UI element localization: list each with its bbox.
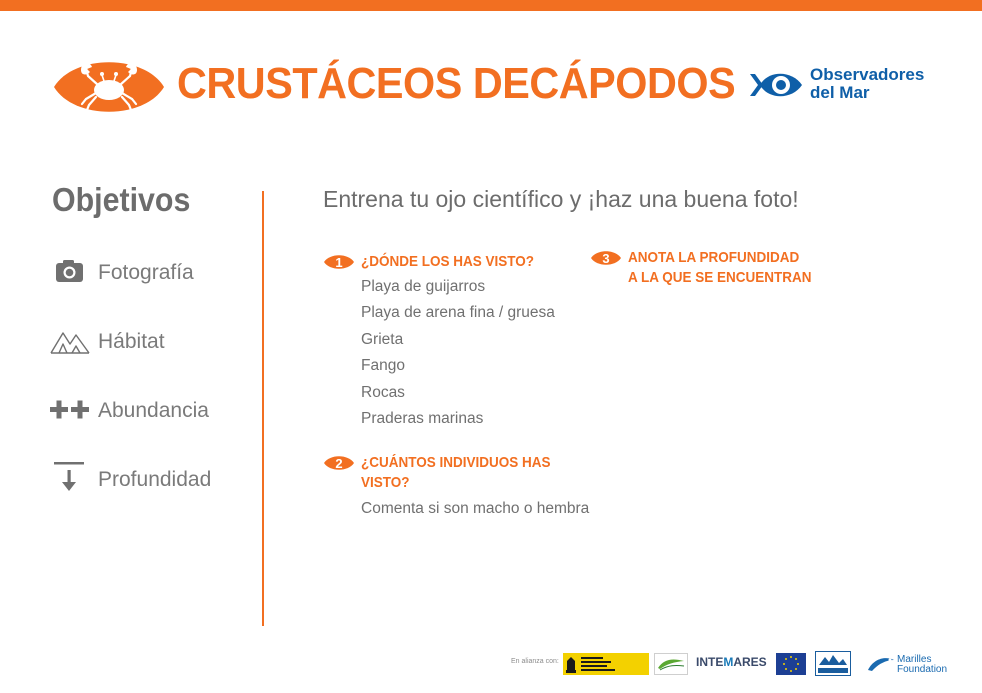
step-3-badge-icon: [591, 248, 621, 268]
mountain-icon: [48, 323, 92, 359]
step-1-badge-icon: [324, 252, 354, 272]
step-1-heading: ¿DÓNDE LOS HAS VISTO?: [361, 253, 535, 270]
list-item: Fango: [361, 357, 405, 375]
step-3-heading-line2: A LA QUE SE ENCUENTRAN: [628, 269, 812, 286]
page-title: CRUSTÁCEOS DECÁPODOS: [177, 59, 736, 108]
step-2-heading-line2: VISTO?: [361, 474, 410, 491]
ministerio-logo: [563, 653, 649, 675]
step-2-text: Comenta si son macho o hembra: [361, 500, 590, 517]
list-item: Playa de arena fina / gruesa: [361, 304, 555, 322]
location-options-list: [361, 277, 555, 435]
objective-label: Abundancia: [98, 399, 209, 422]
brand-name-line1: Observadores: [810, 65, 925, 84]
marilles-line2: Foundation: [897, 664, 948, 675]
list-item: Praderas marinas: [361, 409, 484, 427]
list-item: Playa de guijarros: [361, 278, 486, 295]
partners-label: En alianza con:: [511, 658, 559, 665]
natura-2000-logo: [815, 651, 851, 676]
fundacion-biodiversidad-logo: [654, 653, 688, 675]
intemares-part3: ARES: [733, 655, 767, 669]
camera-icon: [48, 254, 92, 290]
marilles-foundation-logo: [897, 655, 947, 675]
step-2-heading-line1: ¿CUÁNTOS INDIVIDUOS HAS: [361, 454, 551, 471]
objective-item-habitat: [48, 323, 248, 359]
objective-item-abundancia: [48, 392, 248, 428]
objective-label: Fotografía: [98, 261, 194, 284]
top-accent-bar: [0, 0, 982, 11]
objective-item-profundidad: [48, 461, 248, 497]
step-2-number: 2: [335, 456, 343, 471]
step-1-number: 1: [335, 255, 343, 270]
depth-arrow-icon: [48, 461, 92, 497]
step-3-number: 3: [602, 251, 610, 266]
intemares-part1: INTE: [696, 655, 724, 669]
step-2-badge-icon: [324, 453, 354, 473]
observadores-eye-icon: [750, 67, 804, 103]
marilles-line1: Marilles: [897, 654, 932, 665]
objectives-title: Objetivos: [52, 181, 191, 218]
eu-life-logo: [776, 653, 806, 675]
objective-label: Profundidad: [98, 468, 212, 491]
tagline: Entrena tu ojo científico y ¡haz una buena foto!: [323, 186, 799, 212]
intemares-part2: M: [723, 655, 734, 669]
intemares-logo: [696, 655, 767, 669]
list-item: Rocas: [361, 383, 405, 401]
objective-item-fotografia: [48, 254, 248, 290]
plus-plus-icon: [48, 392, 92, 428]
objective-label: Hábitat: [98, 330, 165, 353]
crab-logo-icon: [52, 46, 166, 128]
brand-name: [810, 66, 960, 102]
list-item: Grieta: [361, 330, 404, 348]
marilles-foundation-icon: [866, 654, 896, 674]
vertical-divider: [262, 191, 264, 626]
step-3-heading-line1: ANOTA LA PROFUNDIDAD: [628, 249, 800, 266]
brand-name-line2: del Mar: [810, 83, 870, 102]
